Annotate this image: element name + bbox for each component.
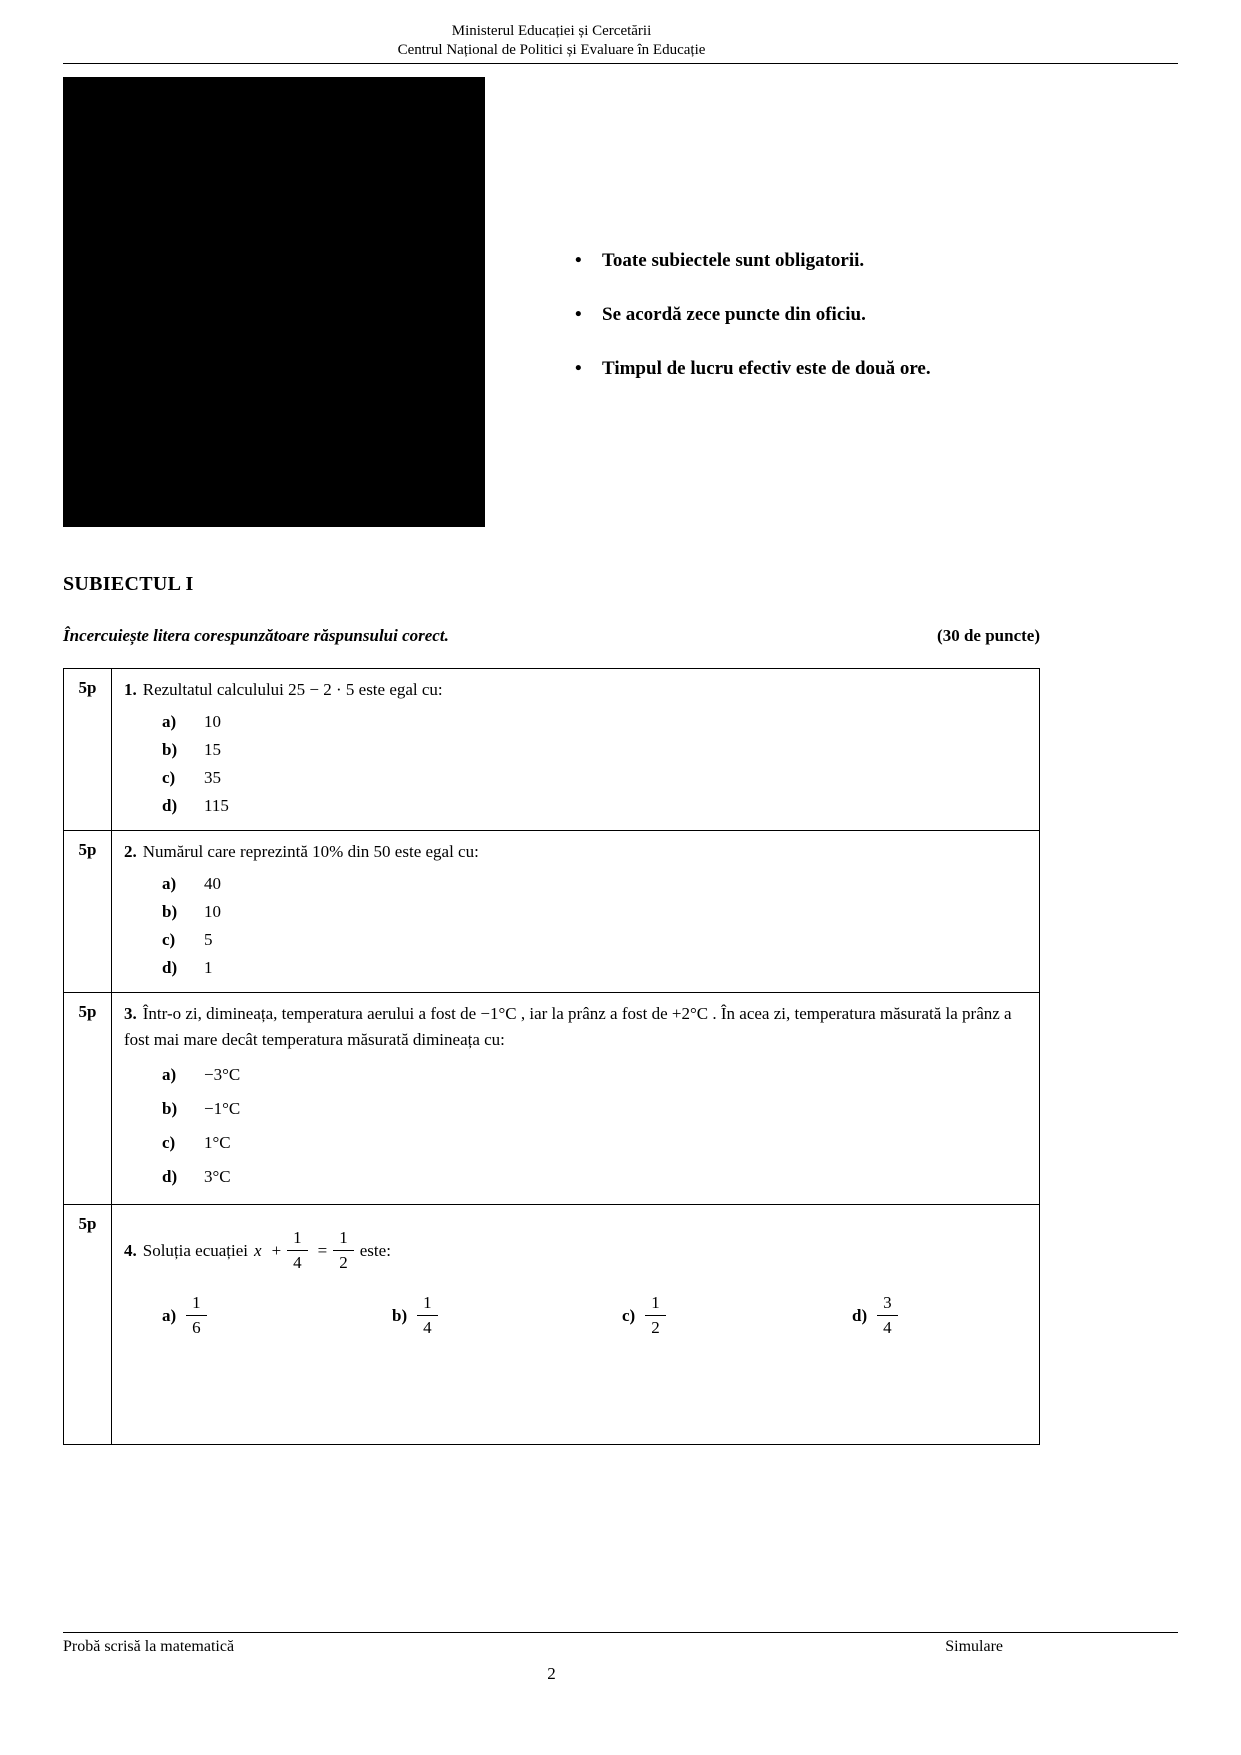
- question-number: 4.: [124, 1240, 137, 1260]
- option-a: [124, 1058, 1029, 1092]
- fraction-numerator: 1: [333, 1227, 354, 1251]
- option-label: c): [162, 930, 176, 949]
- header-line2: Centrul Național de Politici și Evaluare în Educație: [397, 42, 706, 58]
- option-value: 3°C: [204, 1167, 231, 1186]
- fraction-denominator: 2: [339, 1253, 348, 1272]
- question-3-points: 5p: [64, 993, 112, 1205]
- question-number: 3.: [124, 1004, 137, 1023]
- fraction-numerator: 1: [417, 1292, 438, 1316]
- option-c: [124, 764, 1029, 792]
- option-d: [124, 1160, 1029, 1194]
- option-c: [584, 1292, 814, 1339]
- points-total: (30 de puncte): [937, 626, 1040, 645]
- equation-equals: =: [317, 1240, 328, 1260]
- equation-variable: x: [254, 1240, 262, 1260]
- question-number: 1.: [124, 680, 137, 699]
- document-footer: [0, 1632, 1241, 1684]
- option-b: [124, 736, 1029, 764]
- option-value: 15: [204, 740, 221, 759]
- fraction-numerator: 3: [877, 1292, 898, 1316]
- fraction-denominator: 4: [423, 1318, 432, 1337]
- fraction-denominator: 6: [192, 1318, 201, 1337]
- option-a: [124, 1292, 354, 1339]
- option-d: [124, 954, 1029, 982]
- footer-right-text: Simulare: [945, 1638, 1003, 1655]
- notice-text: Toate subiectele sunt obligatorii.: [602, 250, 865, 271]
- option-value: −1°C: [204, 1099, 241, 1118]
- fraction-numerator: 1: [186, 1292, 207, 1316]
- question-2-text: [124, 839, 1029, 865]
- question-statement-after: este:: [359, 1240, 391, 1260]
- notice-list: [575, 249, 931, 527]
- header-line1: Ministerul Educației și Cercetării: [451, 23, 652, 39]
- option-c: [124, 1126, 1029, 1160]
- question-4-points: 5p: [64, 1205, 112, 1445]
- option-label: a): [162, 874, 177, 893]
- question-4-text: [124, 1227, 1029, 1274]
- question-statement-before: Soluția ecuației: [142, 1240, 249, 1260]
- option-b: [354, 1292, 584, 1339]
- option-b: [124, 898, 1029, 926]
- option-a: [124, 708, 1029, 736]
- option-b: [124, 1092, 1029, 1126]
- option-label: b): [162, 902, 178, 921]
- option-value: 115: [204, 796, 229, 815]
- question-row-2: [64, 831, 1040, 993]
- notice-item: [575, 249, 931, 272]
- question-4-cell: [112, 1205, 1040, 1445]
- question-row-1: [64, 669, 1040, 831]
- question-row-3: [64, 993, 1040, 1205]
- option-fraction: [877, 1292, 898, 1339]
- option-fraction: [186, 1292, 207, 1339]
- option-a: [124, 870, 1029, 898]
- fraction-numerator: 1: [645, 1292, 666, 1316]
- notice-text: Se acordă zece puncte din oficiu.: [602, 304, 866, 325]
- question-statement: Într-o zi, dimineața, temperatura aerului a fost de −1°C , iar la prânz a fost de +2°C . În acea zi, temperatura măsurată la prânz a fost mai mare decât temperatura măsurată dimineața cu:: [124, 1004, 1012, 1049]
- option-label: d): [852, 1305, 868, 1325]
- option-fraction: [645, 1292, 666, 1339]
- equation-fraction: [287, 1227, 308, 1274]
- options-list: [124, 870, 1029, 982]
- bullet-icon: •: [575, 358, 582, 379]
- option-label: b): [392, 1305, 408, 1325]
- option-value: 5: [204, 930, 213, 949]
- bullet-icon: •: [575, 250, 582, 271]
- option-label: a): [162, 712, 177, 731]
- question-2-cell: [112, 831, 1040, 993]
- options-list: [124, 1058, 1029, 1194]
- options-list: [124, 708, 1029, 820]
- bullet-icon: •: [575, 304, 582, 325]
- option-value: 10: [204, 902, 221, 921]
- fraction-denominator: 2: [651, 1318, 660, 1337]
- option-value: 35: [204, 768, 221, 787]
- instruction-row: [63, 626, 1040, 646]
- option-label: c): [162, 1133, 176, 1152]
- option-label: d): [162, 958, 178, 977]
- instruction-text: Încercuiește litera corespunzătoare răspunsului corect.: [63, 626, 449, 645]
- option-label: b): [162, 1099, 178, 1118]
- page-number: 2: [547, 1664, 556, 1683]
- question-1-points: 5p: [64, 669, 112, 831]
- option-d: [814, 1292, 1044, 1339]
- option-label: d): [162, 1167, 178, 1186]
- notice-text: Timpul de lucru efectiv este de două ore.: [602, 358, 931, 379]
- notice-item: [575, 303, 931, 326]
- option-value: −3°C: [204, 1065, 241, 1084]
- option-label: c): [622, 1305, 636, 1325]
- question-statement: Rezultatul calculului 25 − 2 · 5 este egal cu:: [142, 680, 443, 699]
- question-3-cell: [112, 993, 1040, 1205]
- fraction-denominator: 4: [883, 1318, 892, 1337]
- option-fraction: [417, 1292, 438, 1339]
- equation-fraction: [333, 1227, 354, 1274]
- fraction-denominator: 4: [293, 1253, 302, 1272]
- option-value: 1°C: [204, 1133, 231, 1152]
- question-row-4: [64, 1205, 1040, 1445]
- option-value: 10: [204, 712, 221, 731]
- option-value: 40: [204, 874, 221, 893]
- fraction-numerator: 1: [287, 1227, 308, 1251]
- option-label: c): [162, 768, 176, 787]
- option-d: [124, 792, 1029, 820]
- options-list: [124, 1292, 1029, 1339]
- redacted-image: [63, 77, 485, 527]
- option-label: a): [162, 1305, 177, 1325]
- question-2-points: 5p: [64, 831, 112, 993]
- header-divider: [63, 63, 1178, 64]
- question-3-text: [124, 1001, 1029, 1053]
- equation-operator: +: [271, 1240, 282, 1260]
- document-header: [63, 0, 1040, 60]
- option-label: d): [162, 796, 178, 815]
- option-label: b): [162, 740, 178, 759]
- option-c: [124, 926, 1029, 954]
- questions-table: [63, 668, 1040, 1445]
- footer-left-text: Probă scrisă la matematică: [63, 1638, 235, 1655]
- option-label: a): [162, 1065, 177, 1084]
- question-1-text: [124, 677, 1029, 703]
- top-area: [63, 77, 1040, 527]
- option-value: 1: [204, 958, 213, 977]
- question-1-cell: [112, 669, 1040, 831]
- section-title: SUBIECTUL I: [63, 573, 194, 595]
- question-number: 2.: [124, 842, 137, 861]
- notice-item: [575, 357, 931, 380]
- footer-row: [63, 1633, 1003, 1656]
- question-statement: Numărul care reprezintă 10% din 50 este egal cu:: [142, 842, 479, 861]
